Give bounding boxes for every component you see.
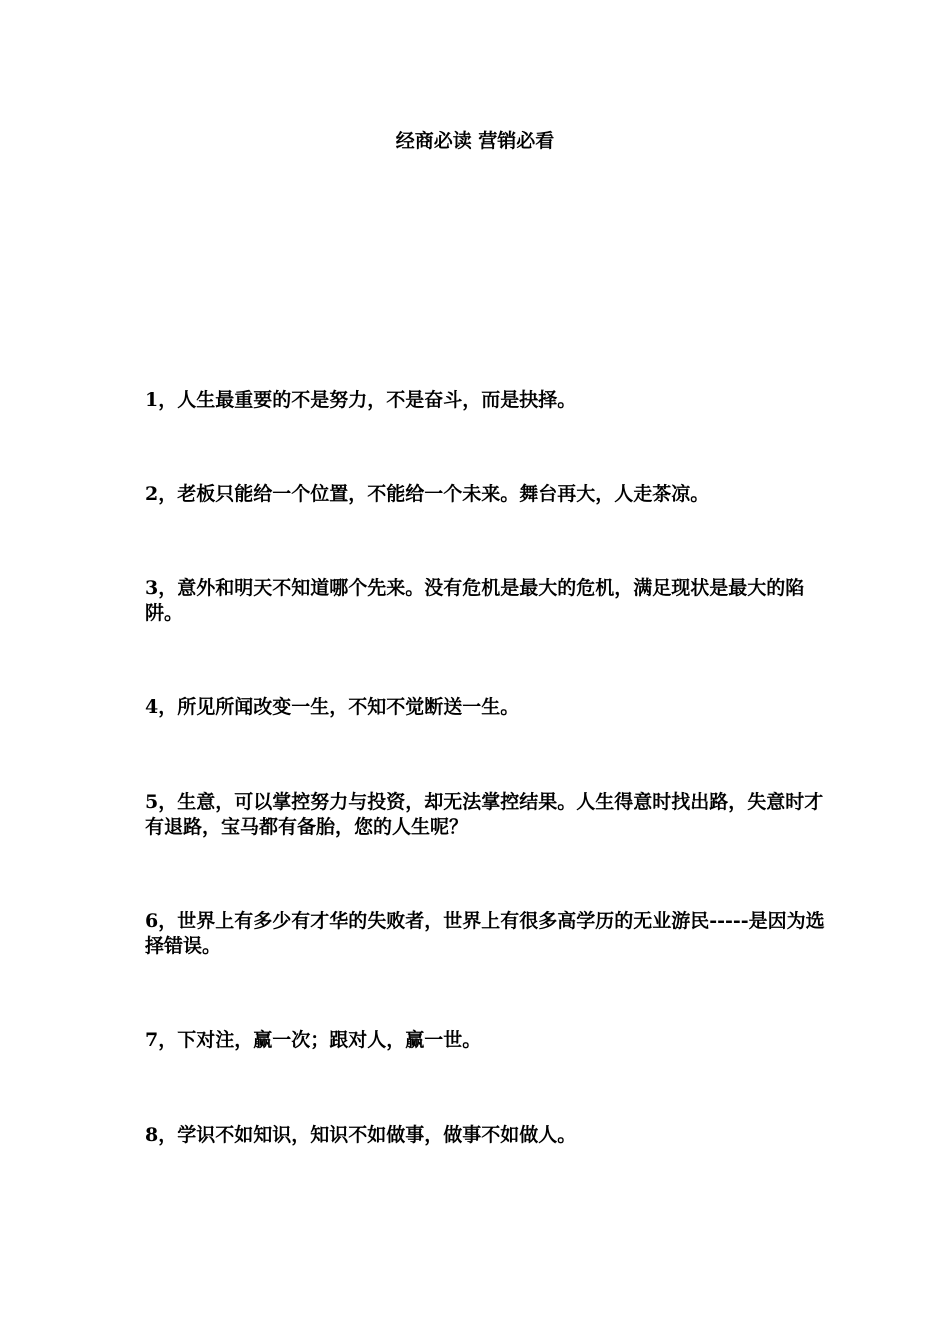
paragraph-item: 4，所见所闻改变一生，不知不觉断送一生。 [145,696,520,718]
paragraph-item: 3，意外和明天不知道哪个先来。没有危机是最大的危机，满足现状是最大的陷阱。 [145,577,805,624]
paragraph-item: 1，人生最重要的不是努力，不是奋斗，而是抉择。 [145,389,577,411]
document-title: 经商必读 营销必看 [395,130,555,152]
paragraph-item: 5，生意，可以掌控努力与投资，却无法掌控结果。人生得意时找出路，失意时才有退路，宝马都有备胎，您的人生呢？ [145,791,824,838]
paragraph-item: 6，世界上有多少有才华的失败者，世界上有很多高学历的无业游民-----是因为选择错误。 [145,910,825,957]
paragraph-item: 7，下对注，赢一次；跟对人，赢一世。 [145,1029,482,1051]
paragraph-item: 8，学识不如知识，知识不如做事，做事不如做人。 [145,1124,577,1146]
paragraph-item: 2，老板只能给一个位置，不能给一个未来。舞台再大，人走茶凉。 [145,483,710,505]
